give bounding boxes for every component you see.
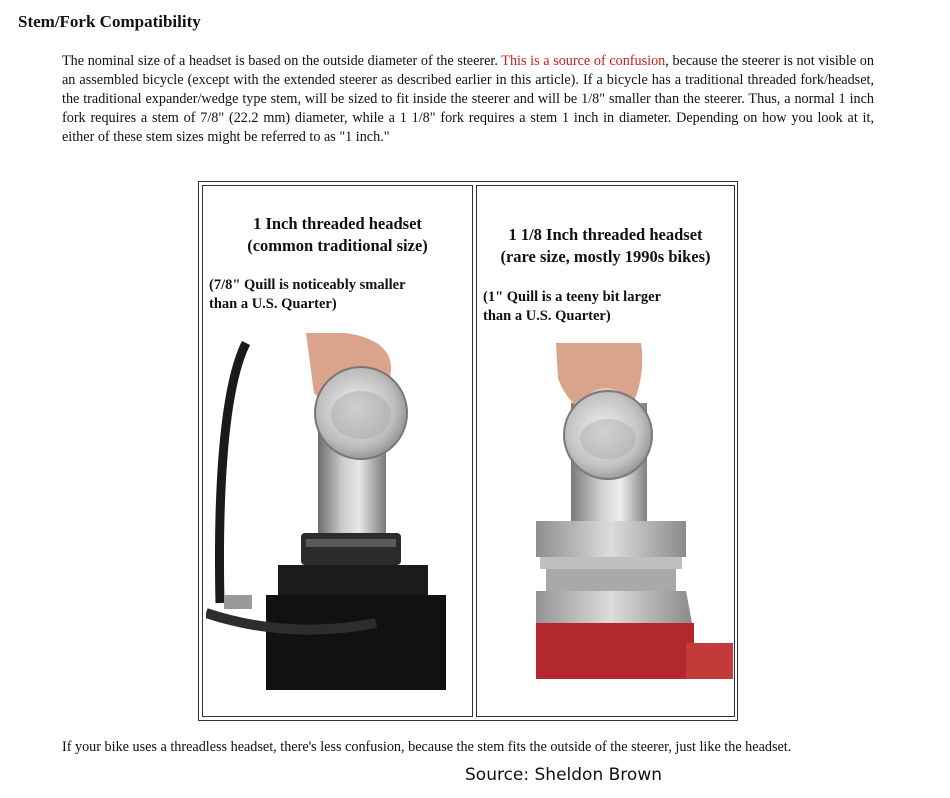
cell-title-line: 1 1/8 Inch threaded headset	[508, 225, 703, 244]
cell-title-line: (common traditional size)	[247, 236, 428, 255]
confusion-highlight: This is a source of confusion	[501, 53, 666, 69]
cell-title-line: (rare size, mostly 1990s bikes)	[500, 247, 711, 266]
cell-note-line: than a U.S. Quarter)	[483, 308, 611, 324]
quarter-on-1-inch-quill-photo	[536, 343, 733, 679]
cell-note-line: (1" Quill is a teeny bit larger	[483, 289, 662, 305]
cell-note-1-1-8-inch	[483, 288, 723, 326]
cell-title-1-1-8-inch	[477, 224, 734, 268]
cell-title-1-inch	[203, 213, 472, 257]
cell-note-line: (7/8" Quill is noticeably smaller	[209, 277, 406, 293]
source-credit: Source: Sheldon Brown	[465, 765, 662, 785]
figure-cell-1-1-8-inch	[476, 185, 735, 717]
intro-paragraph	[62, 52, 874, 147]
cell-note-line: than a U.S. Quarter)	[209, 296, 337, 312]
comparison-figure	[198, 181, 738, 721]
figure-cell-1-inch	[202, 185, 473, 717]
intro-text-1: The nominal size of a headset is based on the outside diameter of the steerer.	[62, 53, 502, 69]
outro-paragraph: If your bike uses a threadless headset, there's less confusion, because the stem fits the outside of the steerer, just like the headset.	[62, 739, 792, 755]
quarter-on-7-8-quill-photo	[206, 333, 471, 690]
section-heading: Stem/Fork Compatibility	[18, 12, 201, 31]
intro-text-2: , because the steerer is not visible on an assembled bicycle (except with the extended steerer as described earlier in this article). If a bicycle has a traditional threaded fork/headset, the traditional expander/wedge type stem, will be sized to fit inside the steerer and will be 1/8" smaller than the steerer. Thus, a normal 1 inch fork requires a stem of 7/8" (22.2 mm) diameter, while a 1 1/8" fork requires a stem 1 inch in diameter. Depending on how you look at it, either of these stem sizes might be referred to as "1 inch."	[62, 53, 874, 145]
cell-title-line: 1 Inch threaded headset	[253, 214, 422, 233]
cell-note-1-inch	[209, 276, 449, 314]
